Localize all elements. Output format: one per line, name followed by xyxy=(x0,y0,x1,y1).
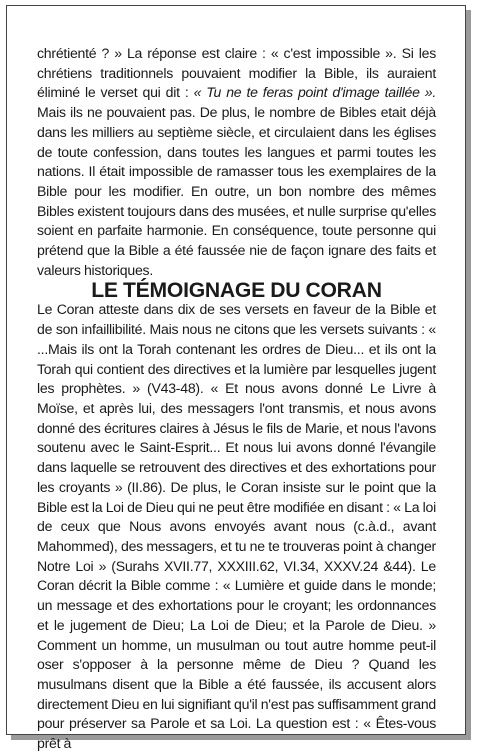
page-frame xyxy=(6,5,466,752)
paragraph-1-quote: « Tu ne te feras point d'image taillée ». xyxy=(193,84,437,101)
paragraph-coran-testimony: Le Coran atteste dans dix de ses versets en faveur de la Bible et de son infaillibilité. Mais nous ne citons que les versets suivants : « ...Mais ils ont la Torah contenant les ordres de Dieu... et ils ont la Torah qui contient des directives et la lumière par lesquelles jugent les prophètes. » (V43-48). « Et nous avons donné Le Livre à Moïse, et après lui, des messagers l'ont transmis, et nous avons donné des écritures claires à Jésus le fils de Marie, et nous l'avons soutenu avec le Saint-Esprit... Et nous lui avons donné l'évangile dans laquelle se retrouvent des directives et des exhortations pour les croyants » (II.86). De plus, le Coran insiste sur le point que la Bible est la Loi de Dieu qui ne peut être modifiée en disant : « La loi de ceux que Nous avons envoyés avant nous (c.à.d., avant Mahommed), des messagers, et tu ne te trouveras point à changer Notre Loi » (Surahs XVII.77, XXXIII.62, VI.34, XXXV.24 &44). Le Coran décrit la Bible comme : « Lumière et guide dans le monde; un message et des exhortations pour le croyant; les ordonnances et le jugement de Dieu; La Loi de Dieu; et la Parole de Dieu. » Comment un homme, un musulman ou tout autre homme peut-il oser s'opposer à la personne même de Dieu ? Quand les musulmans disent que la Bible a été faussée, ils accusent alors directement Dieu en lui signifiant qu'il n'est pas suffisamment grand pour préserver sa Parole et sa Loi. La question est : « Êtes-vous prêt à xyxy=(37,301,436,752)
section-heading: LE TÉMOIGNAGE DU CORAN xyxy=(91,278,382,302)
paragraph-1-text-before: chrétienté ? » La réponse est claire : « c'est impossible ». Si les chrétiens traditionnels pouvaient modifier la Bible, ils auraient éliminé le verset qui dit : xyxy=(37,45,436,101)
paragraph-1-text-after: Mais ils ne pouvaient pas. De plus, le nombre de Bibles etait déjà dans les milliers au septième siècle, et circulaient dans les églises de toute confession, dans toutes les langues et parmi toutes les nations. Il était impossible de ramasser tous les exemplaires de la Bible pour les modifier. En outre, un bon nombre des mêmes Bibles existent toujours dans des musées, et nulle surprise qu'elles soient en parfaite harmonie. En conséquence, toute personne qui prétend que la Bible a été faussée nie de façon ignare des faits et valeurs historiques. xyxy=(37,104,436,278)
text-column xyxy=(37,44,436,754)
paragraph-bible-integrity xyxy=(37,44,436,281)
